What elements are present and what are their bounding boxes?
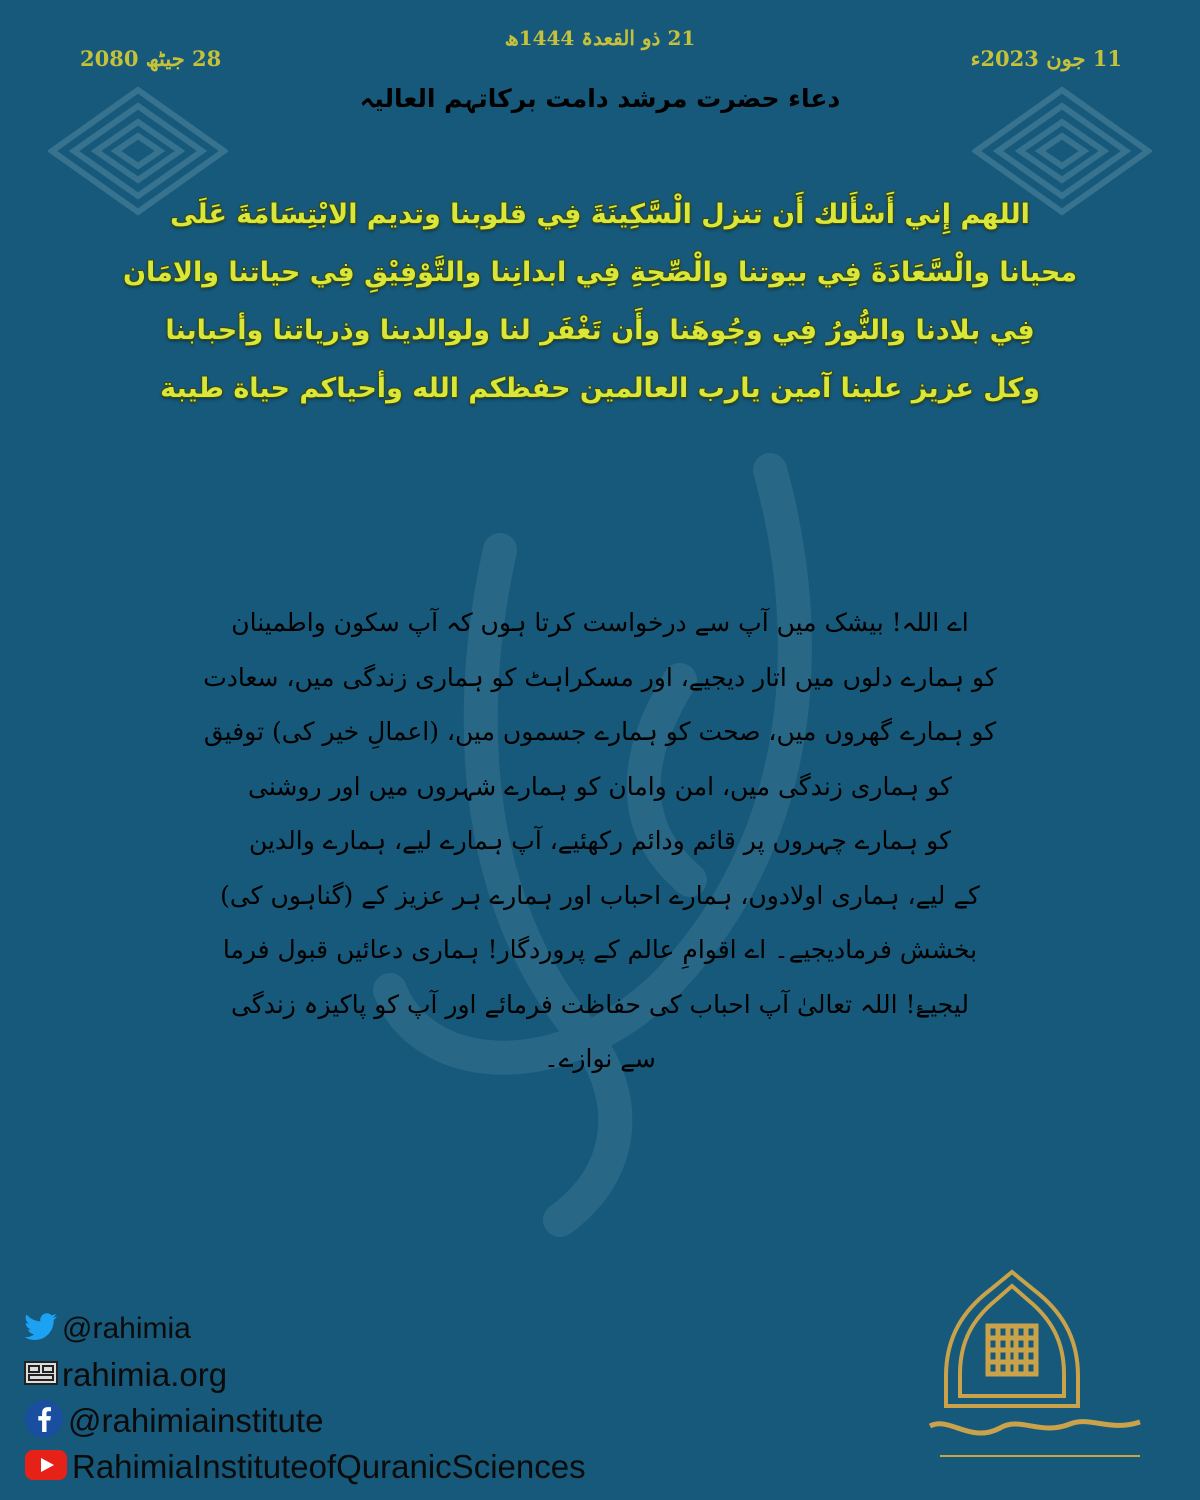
facebook-icon xyxy=(24,1399,64,1444)
twitter-handle: @rahimia xyxy=(62,1312,191,1345)
urdu-translation-line: اے اللہ! بیشک میں آپ سے درخواست کرتا ہوں کہ آپ سکون واطمینان xyxy=(231,608,969,637)
gregorian-date: 11 جون 2023ء xyxy=(970,46,1122,71)
social-links xyxy=(24,1306,586,1490)
page-title: دعاء حضرت مرشد دامت برکاتہم العالیہ xyxy=(359,84,841,113)
urdu-translation-line: کو ہمارے چہروں پر قائم ودائم رکھئیے، آپ ہمارے لیے، ہمارے والدین xyxy=(249,826,951,855)
urdu-translation-line: بخشش فرمادیجیے۔ اے اقوامِ عالم کے پروردگار! ہماری دعائیں قبول فرما xyxy=(222,935,978,964)
arabic-dua xyxy=(95,186,1105,418)
youtube-channel: RahimiaInstituteofQuranicSciences xyxy=(72,1448,586,1485)
urdu-translation xyxy=(150,596,1050,1087)
bikrami-date: 28 جیٹھ 2080 xyxy=(80,46,222,71)
urdu-translation-line: کو ہمارے گھروں میں، صحت کو ہمارے جسموں میں، (اعمالِ خیر کی) توفیق xyxy=(203,717,997,746)
arabic-dua-line: اللهم إِني أَسْأَلك أَن تنزل الْسَّكِينَةَ فِي قلوبنا وتديم الابْتِسَامَةَ عَلَى xyxy=(170,199,1030,230)
urdu-translation-line: کو ہمارے دلوں میں اتار دیجیے، اور مسکراہٹ کو ہماری زندگی میں، سعادت xyxy=(203,662,997,692)
arabic-dua-line: محيانا والْسَّعَادَةَ فِي بيوتنا والْصِّحِةِ فِي ابدانِنا والتَّوْفِيْقِ فِي حياتنا والامَان xyxy=(122,257,1078,288)
hijri-date: 21 ذو القعدۃ 1444ھ xyxy=(504,26,696,50)
twitter-link[interactable] xyxy=(24,1306,586,1352)
rahimia-logo xyxy=(910,1266,1180,1490)
youtube-icon xyxy=(24,1449,68,1486)
website-icon xyxy=(24,1360,58,1391)
arabic-dua-line: وكل عزيز علينا آمين يارب العالمين حفظكم الله وأحياكم حياة طيبة xyxy=(160,373,1040,404)
arabic-dua-line: فِي بلادنا والنُّورُ فِي وجُوهَنا وأَن تَغْفَر لنا ولوالدينا وذرياتنا وأحبابنا xyxy=(165,315,1035,346)
twitter-icon xyxy=(24,1313,58,1346)
urdu-translation-line: کو ہماری زندگی میں، امن وامان کو ہمارے شہروں میں اور روشنی xyxy=(248,771,952,801)
facebook-handle: @rahimiainstitute xyxy=(68,1402,324,1439)
website-url: rahimia.org xyxy=(62,1356,228,1393)
website-link[interactable] xyxy=(24,1352,586,1398)
urdu-translation-line: سے نوازے۔ xyxy=(544,1044,656,1073)
urdu-translation-line: لیجیۓ! اللہ تعالیٰ آپ احباب کی حفاظت فرمائے اور آپ کو پاکیزہ زندگی xyxy=(230,989,970,1019)
youtube-link[interactable] xyxy=(24,1444,586,1490)
urdu-translation-line: کے لیے، ہماری اولادوں، ہمارے احباب اور ہمارے ہر عزیز کے (گناہوں کی) xyxy=(220,880,980,910)
facebook-link[interactable] xyxy=(24,1398,586,1444)
